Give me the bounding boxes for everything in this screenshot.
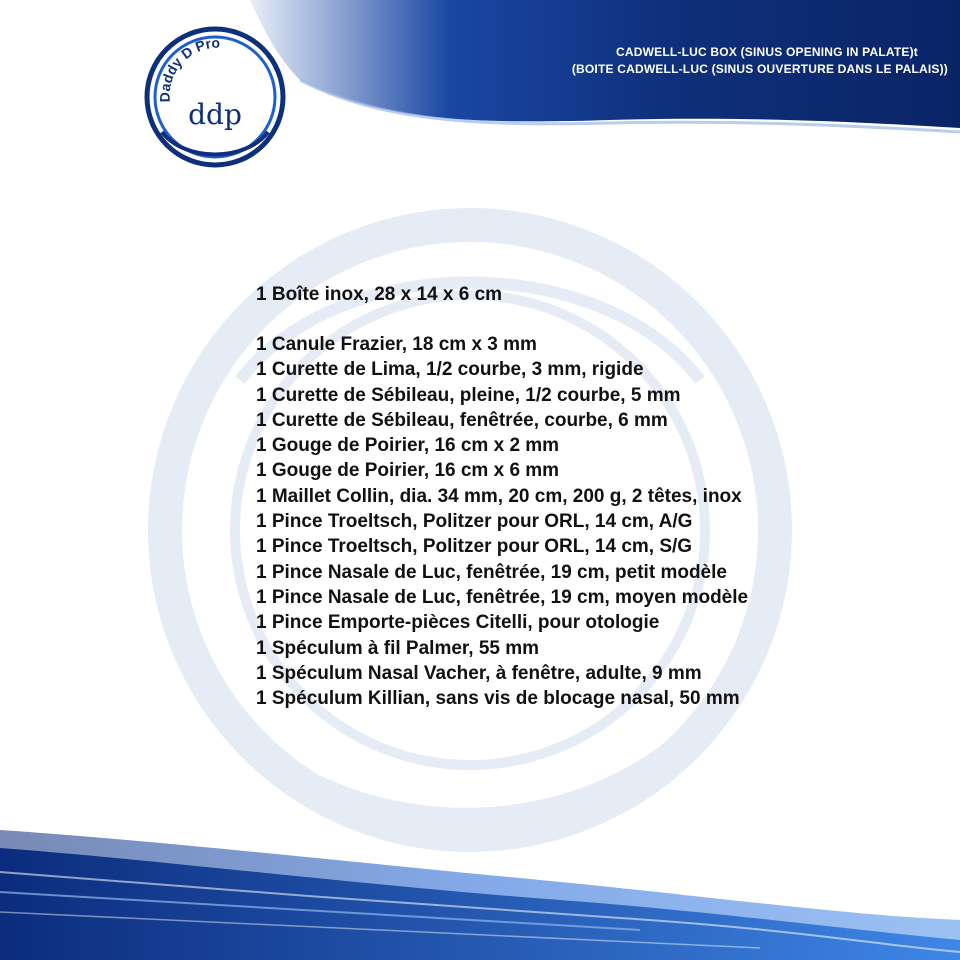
box-line: 1 Boîte inox, 28 x 14 x 6 cm [256,284,503,305]
logo-monogram: ddp [188,98,242,131]
list-item: 1 Canule Frazier, 18 cm x 3 mm [256,334,537,355]
list-item: 1 Pince Nasale de Luc, fenêtrée, 19 cm, moyen modèle [256,586,749,608]
list-item: 1 Pince Nasale de Luc, fenêtrée, 19 cm, petit modèle [256,561,727,583]
list-item: 1 Curette de Sébileau, fenêtrée, courbe, 6 mm [256,409,668,431]
instrument-list [256,332,896,711]
title-english: CADWELL-LUC BOX (SINUS OPENING IN PALATE)t [616,45,918,59]
content-list [256,282,896,711]
list-item: 1 Pince Troeltsch, Politzer pour ORL, 14 cm, S/G [256,536,693,558]
list-item: 1 Gouge de Poirier, 16 cm x 6 mm [256,460,560,482]
list-item: 1 Gouge de Poirier, 16 cm x 2 mm [256,435,560,457]
title-french: (BOITE CADWELL-LUC (SINUS OUVERTURE DANS LE PALAIS)) [571,62,948,76]
list-item: 1 Pince Emporte-pièces Citelli, pour otologie [256,612,660,634]
list-item: 1 Spéculum Killian, sans vis de blocage nasal, 50 mm [256,688,740,710]
list-item: 1 Curette de Sébileau, pleine, 1/2 courbe, 5 mm [256,384,681,406]
logo-text: Daddy D Pro [156,34,221,103]
list-item: 1 Spéculum Nasal Vacher, à fenêtre, adulte, 9 mm [256,662,702,684]
list-item: 1 Pince Troeltsch, Politzer pour ORL, 14 cm, A/G [256,511,693,533]
brand-logo [140,22,290,172]
list-item: 1 Curette de Lima, 1/2 courbe, 3 mm, rigide [256,359,644,381]
list-item: 1 Maillet Collin, dia. 34 mm, 20 cm, 200 g, 2 têtes, inox [256,485,742,507]
list-item: 1 Spéculum à fil Palmer, 55 mm [256,637,540,659]
header-title [388,44,948,78]
